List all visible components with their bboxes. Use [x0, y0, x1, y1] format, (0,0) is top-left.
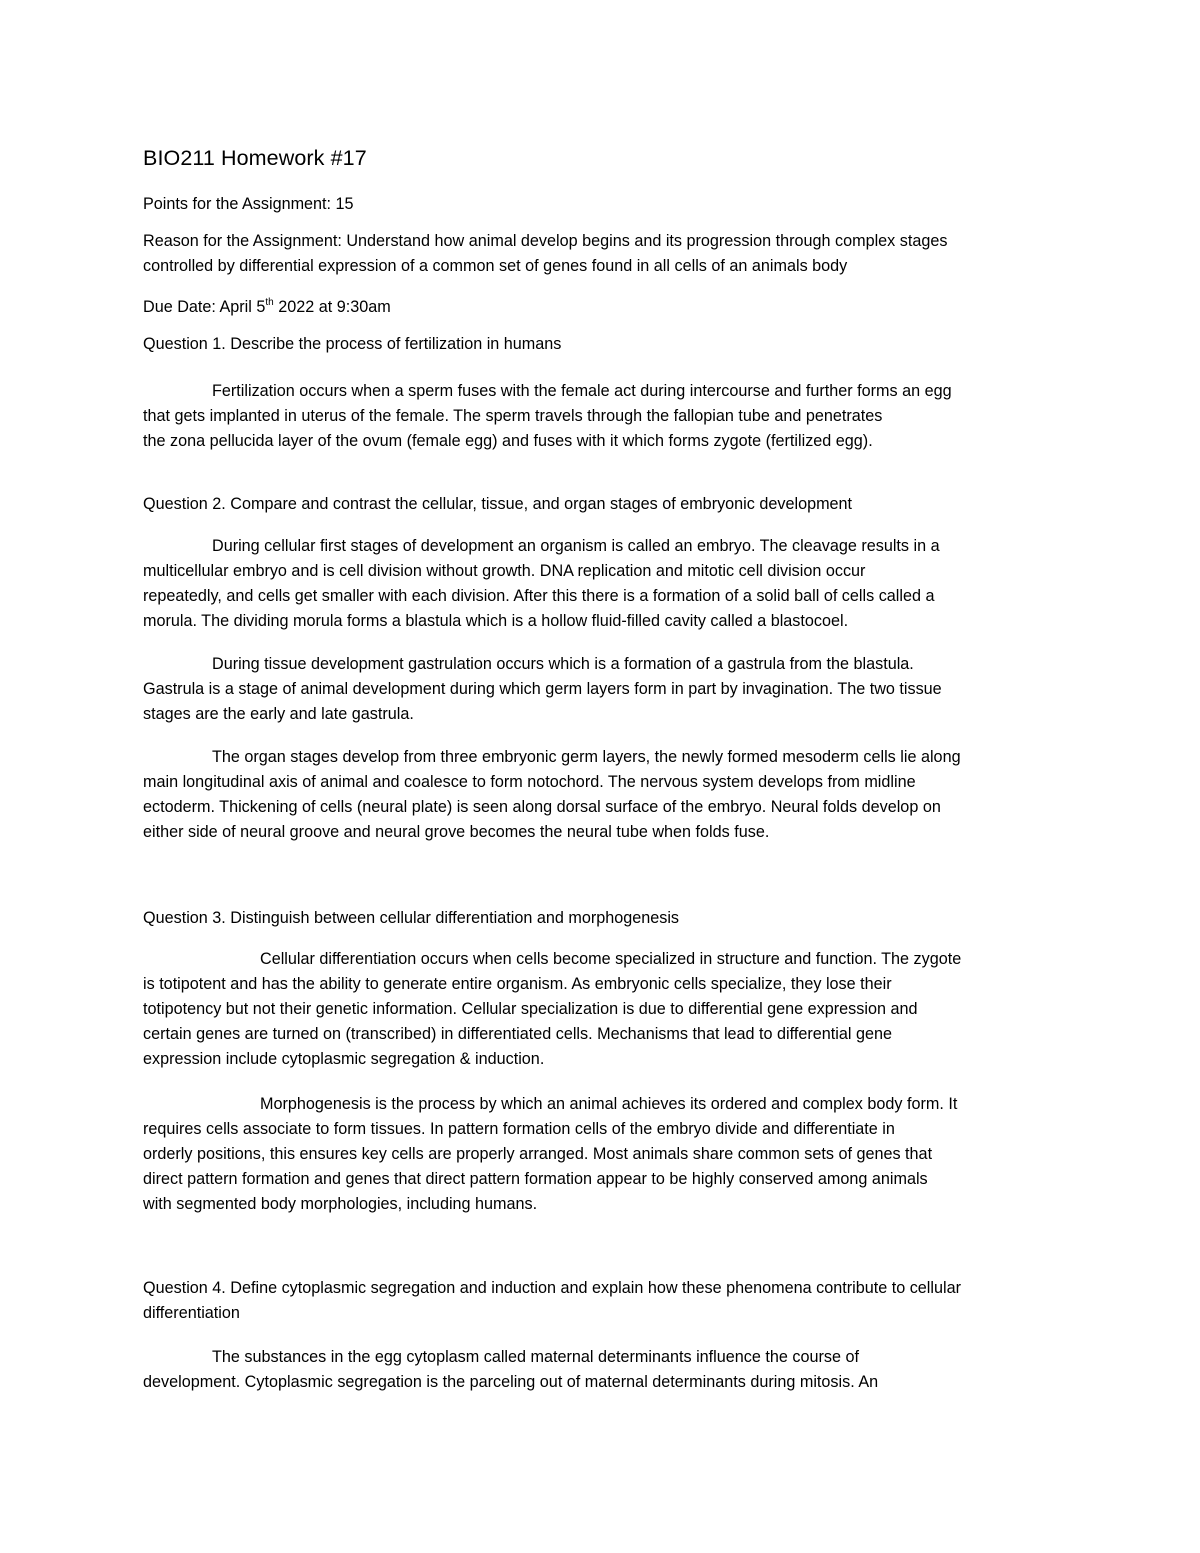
answer-line: certain genes are turned on (transcribed) in differentiated cells. Mechanisms that lead to differential gene [143, 1025, 892, 1043]
due-date-suffix: 2022 at 9:30am [273, 298, 391, 316]
heading-line: differentiation [143, 1304, 240, 1322]
answer-line: with segmented body morphologies, including humans. [143, 1195, 538, 1213]
answer-line: multicellular embryo and is cell division without growth. DNA replication and mitotic cell division occur [143, 562, 866, 580]
question-1-heading: Question 1. Describe the process of fertilization in humans [143, 335, 562, 353]
answer-line: During cellular first stages of development an organism is called an embryo. The cleavage results in a [212, 537, 940, 555]
question-4-paragraph-1 [143, 1345, 1060, 1395]
answer-line: development. Cytoplasmic segregation is the parceling out of maternal determinants during mitosis. An [143, 1373, 879, 1391]
question-2-paragraph-1 [143, 534, 1060, 634]
answer-line: the zona pellucida layer of the ovum (female egg) and fuses with it which forms zygote (fertilized egg). [143, 432, 873, 450]
answer-line: is totipotent and has the ability to generate entire organism. As embryonic cells specialize, they lose their [143, 975, 892, 993]
answer-line: that gets implanted in uterus of the female. The sperm travels through the fallopian tube and penetrates [143, 407, 883, 425]
answer-line: The substances in the egg cytoplasm called maternal determinants influence the course of [212, 1348, 859, 1366]
due-date-line [143, 295, 391, 320]
answer-line: ectoderm. Thickening of cells (neural plate) is seen along dorsal surface of the embryo. Neural folds develop on [143, 798, 941, 816]
reason-line: controlled by differential expression of a common set of genes found in all cells of an animals body [143, 257, 848, 275]
answer-line: requires cells associate to form tissues. In pattern formation cells of the embryo divide and differentiate in [143, 1120, 895, 1138]
answer-line: stages are the early and late gastrula. [143, 705, 414, 723]
due-date-superscript: th [265, 297, 274, 308]
answer-line: orderly positions, this ensures key cells are properly arranged. Most animals share common sets of genes that [143, 1145, 933, 1163]
document-page [143, 0, 1063, 1553]
answer-line: morula. The dividing morula forms a blastula which is a hollow fluid-filled cavity called a blastocoel. [143, 612, 849, 630]
question-1-answer [143, 379, 1060, 454]
reason-line: Reason for the Assignment: Understand how animal develop begins and its progression through complex stages [143, 232, 948, 250]
answer-line: totipotency but not their genetic information. Cellular specialization is due to differential gene expression and [143, 1000, 918, 1018]
question-2-paragraph-2 [143, 652, 1060, 727]
answer-line: Gastrula is a stage of animal development during which germ layers form in part by invagination. The two tissue [143, 680, 942, 698]
answer-line: Cellular differentiation occurs when cells become specialized in structure and function. The zygote [260, 950, 962, 968]
document-title: BIO211 Homework #17 [143, 146, 367, 170]
question-4-heading [143, 1276, 1060, 1326]
heading-line: Question 4. Define cytoplasmic segregation and induction and explain how these phenomena contribute to cellular [143, 1279, 961, 1297]
question-2-paragraph-3 [143, 745, 1060, 845]
answer-line: either side of neural groove and neural grove becomes the neural tube when folds fuse. [143, 823, 770, 841]
answer-line: During tissue development gastrulation occurs which is a formation of a gastrula from the blastula. [212, 655, 914, 673]
points-line: Points for the Assignment: 15 [143, 195, 354, 213]
answer-line: Morphogenesis is the process by which an animal achieves its ordered and complex body form. It [260, 1095, 958, 1113]
answer-line: direct pattern formation and genes that direct pattern formation appear to be highly conserved among animals [143, 1170, 928, 1188]
question-3-paragraph-2 [143, 1092, 1060, 1217]
question-3-heading: Question 3. Distinguish between cellular differentiation and morphogenesis [143, 909, 680, 927]
reason-paragraph [143, 229, 1060, 279]
question-2-heading: Question 2. Compare and contrast the cellular, tissue, and organ stages of embryonic development [143, 495, 853, 513]
answer-line: main longitudinal axis of animal and coalesce to form notochord. The nervous system develops from midline [143, 773, 916, 791]
answer-line: Fertilization occurs when a sperm fuses with the female act during intercourse and further forms an egg [212, 382, 952, 400]
answer-line: The organ stages develop from three embryonic germ layers, the newly formed mesoderm cells lie along [212, 748, 961, 766]
answer-line: repeatedly, and cells get smaller with each division. After this there is a formation of a solid ball of cells called a [143, 587, 935, 605]
due-date-prefix: Due Date: April 5 [143, 298, 266, 316]
question-3-paragraph-1 [143, 947, 1060, 1072]
answer-line: expression include cytoplasmic segregation & induction. [143, 1050, 545, 1068]
